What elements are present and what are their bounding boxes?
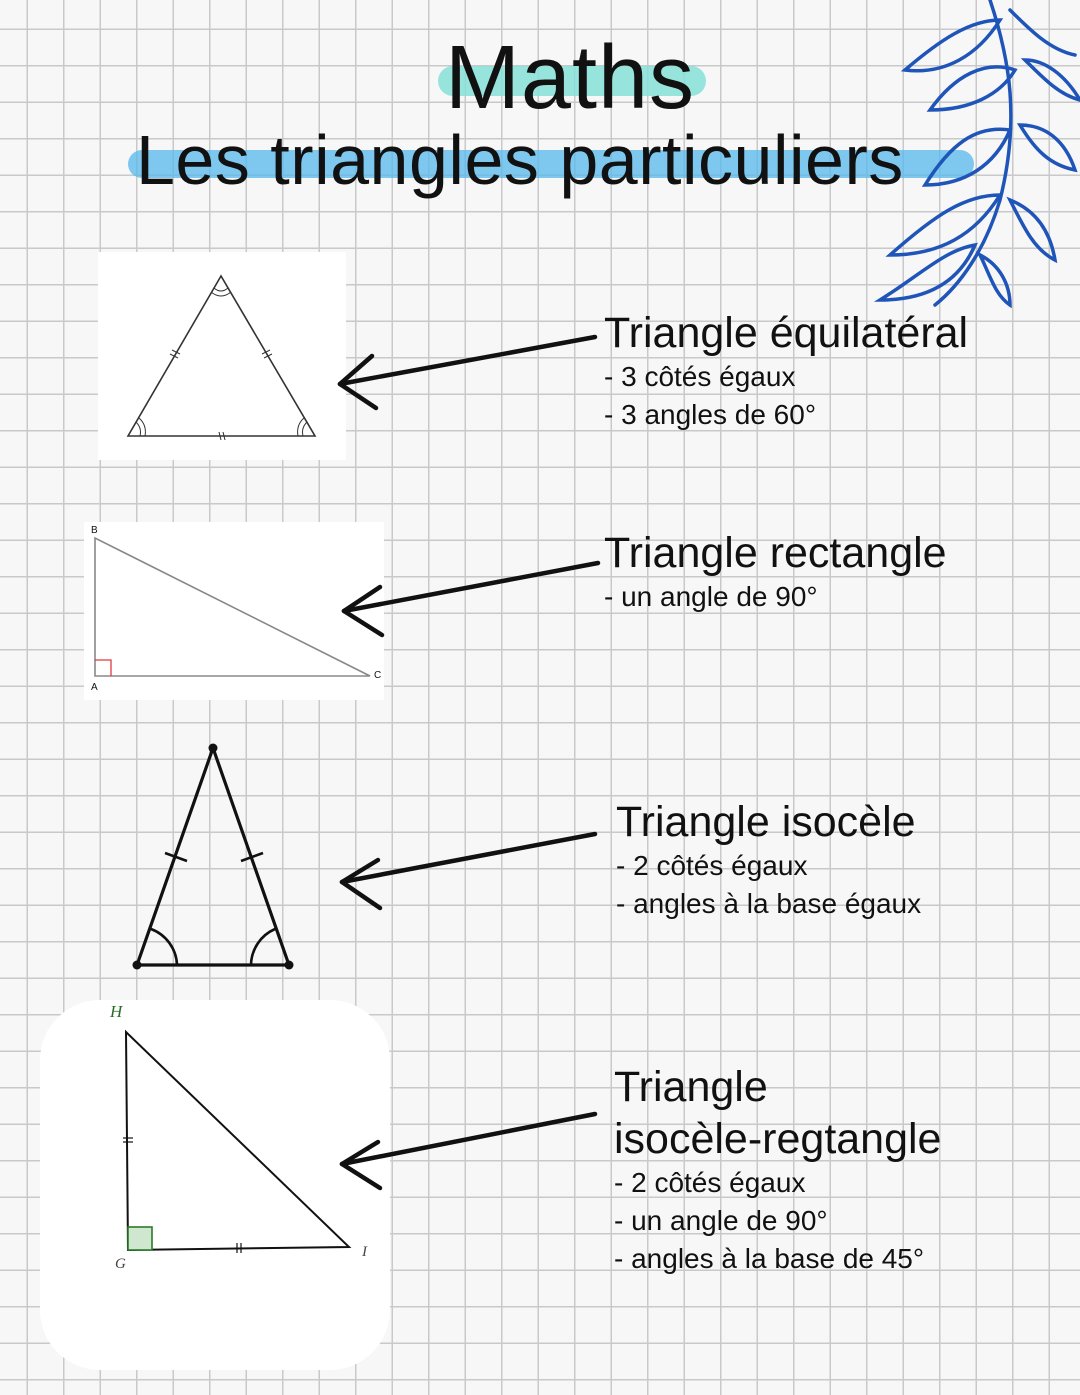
page-subtitle: Les triangles particuliers <box>136 121 904 199</box>
arrow-icon <box>330 545 610 645</box>
arrow-icon <box>330 820 610 920</box>
vertex-label-i: I <box>362 1244 367 1260</box>
vertex-label-c: C <box>374 670 382 681</box>
isosceles-right-title-line2: isocèle-regtangle <box>614 1115 942 1163</box>
isosceles-right-property: - angles à la base de 45° <box>614 1243 925 1274</box>
equilateral-property: - 3 côtés égaux <box>604 361 796 392</box>
arrow-icon <box>330 1100 610 1200</box>
isosceles-property: - 2 côtés égaux <box>616 850 808 881</box>
right-title: Triangle rectangle <box>604 529 947 577</box>
vertex-label-b: B <box>91 525 98 536</box>
isosceles-triangle-figure <box>120 735 310 980</box>
leaf-branch-icon <box>860 0 1080 320</box>
isosceles-right-property: - un angle de 90° <box>614 1205 828 1236</box>
equilateral-property: - 3 angles de 60° <box>604 399 817 430</box>
arrow-icon <box>330 320 610 420</box>
vertex-label-a: A <box>91 682 98 693</box>
equilateral-title: Triangle équilatéral <box>604 309 969 357</box>
vertex-label-h: H <box>110 1002 123 1021</box>
right-description <box>604 528 947 616</box>
isosceles-right-description <box>614 1060 941 1278</box>
isosceles-right-title-line1: Triangle <box>614 1063 768 1111</box>
isosceles-description <box>616 797 921 923</box>
right-property: - un angle de 90° <box>604 581 818 612</box>
equilateral-description <box>604 308 968 434</box>
isosceles-property: - angles à la base égaux <box>616 888 922 919</box>
vertex-label-g: G <box>115 1256 126 1272</box>
isosceles-title: Triangle isocèle <box>616 798 916 846</box>
page-title: Maths <box>444 28 696 128</box>
equilateral-triangle-figure <box>98 252 346 460</box>
isosceles-right-property: - 2 côtés égaux <box>614 1167 806 1198</box>
